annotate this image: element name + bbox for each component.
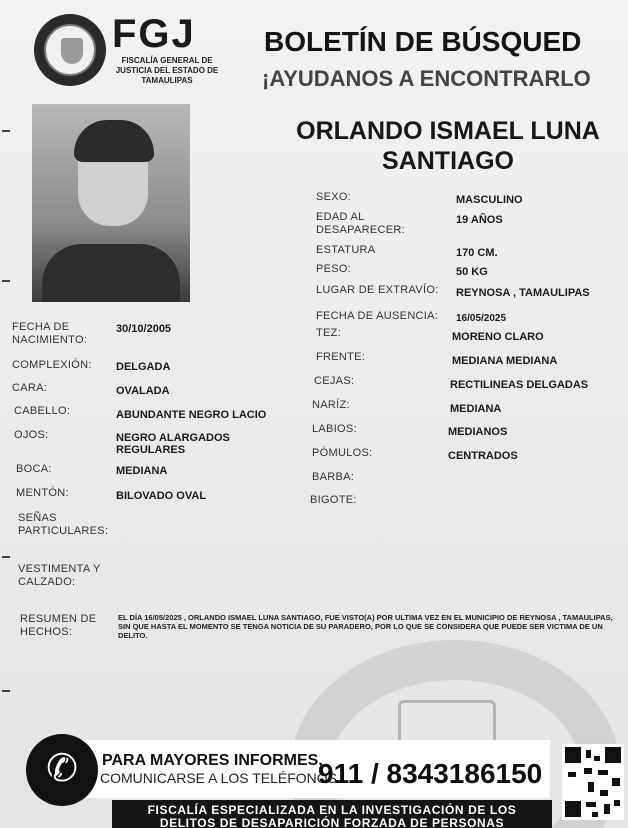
field-value-peso: 50 KG <box>456 266 488 278</box>
field-value-tez: MORENO CLARO <box>452 331 544 343</box>
punch-mark <box>2 556 10 558</box>
field-value-fecha-nacimiento: 30/10/2005 <box>116 323 172 335</box>
field-label-frente: FRENTE: <box>316 351 366 363</box>
field-value-fecha-ausencia: 16/05/2025 <box>456 313 507 324</box>
contact-info-line1: PARA MAYORES INFORMES, <box>102 752 323 769</box>
field-label-tez: TEZ: <box>316 327 342 339</box>
field-value-estatura: 170 CM. <box>456 247 498 259</box>
bulletin-subtitle: ¡AYUDANOS A ENCONTRARLO <box>262 66 591 91</box>
field-value-pomulos: CENTRADOS <box>448 450 518 462</box>
bulletin-title: BOLETÍN DE BÚSQUED <box>264 26 582 57</box>
field-label-vestimenta: VESTIMENTA Y CALZADO: <box>18 563 101 588</box>
field-label-peso: PESO: <box>316 263 352 275</box>
field-label-edad: EDAD AL DESAPARECER: <box>316 211 405 236</box>
punch-mark <box>2 690 10 692</box>
field-value-complexion: DELGADA <box>116 361 171 373</box>
field-value-sexo: MASCULINO <box>456 194 523 206</box>
field-value-ojos: NEGRO ALARGADOS REGULARES <box>116 432 230 456</box>
field-label-labios: LABIOS: <box>312 423 357 435</box>
field-label-lugar: LUGAR DE EXTRAVÍO: <box>316 284 439 296</box>
field-value-cara: OVALADA <box>116 385 170 397</box>
field-label-nariz: NARÍZ: <box>312 399 350 411</box>
field-value-cejas: RECTILINEAS DELGADAS <box>450 379 589 391</box>
agency-logo-text: FGJ <box>112 12 196 56</box>
agency-footer-text <box>112 804 552 828</box>
contact-phone-number[interactable]: 911 / 8343186150 <box>318 758 543 789</box>
qr-code-icon[interactable] <box>562 744 624 820</box>
missing-person-photo <box>32 104 190 302</box>
summary-label: RESUMEN DE HECHOS: <box>20 613 97 638</box>
field-label-senas: SEÑAS PARTICULARES: <box>18 512 109 537</box>
field-label-barba: BARBA: <box>312 471 355 483</box>
state-seal-icon <box>34 14 106 86</box>
person-name-line1: ORLANDO ISMAEL LUNA <box>296 117 600 145</box>
field-label-complexion: COMPLEXIÓN: <box>12 359 92 371</box>
field-label-menton: MENTÓN: <box>16 487 69 499</box>
summary-text: EL DÍA 16/05/2025 , ORLANDO ISMAEL LUNA SANTIAGO, FUE VISTO(A) POR ULTIMA VEZ EN EL MUNICIPIO DE REYNOSA , TAMAULIPAS, SIN QUE HASTA EL MOMENTO SE TENGA NOTICIA DE SU PARADERO, POR LO QUE SE CONSIDERA QUE PUEDE SER VICTIMA DE UN DELITO. <box>118 613 613 640</box>
agency-footer-line2: DELITOS DE DESAPARICIÓN FORZADA DE PERSONAS <box>159 816 505 828</box>
field-label-cejas: CEJAS: <box>314 375 355 387</box>
punch-mark <box>2 280 10 282</box>
field-value-edad: 19 AÑOS <box>456 214 503 226</box>
agency-logo-subtitle: FISCALÍA GENERAL DE JUSTICIA DEL ESTADO DE TAMAULIPAS <box>115 56 219 85</box>
field-value-frente: MEDIANA MEDIANA <box>452 355 558 367</box>
field-label-bigote: BIGOTE: <box>310 494 357 506</box>
phone-icon: ✆ <box>46 748 78 790</box>
agency-footer-line1: FISCALÍA ESPECIALIZADA EN LA INVESTIGACIÓN DE LOS <box>147 803 517 817</box>
field-label-fecha-nacimiento: FECHA DE NACIMIENTO: <box>12 321 88 346</box>
field-label-pomulos: PÓMULOS: <box>312 447 373 459</box>
field-label-cabello: CABELLO: <box>14 405 71 417</box>
field-value-menton: BILOVADO OVAL <box>116 490 207 502</box>
field-label-cara: CARA: <box>12 382 48 394</box>
punch-mark <box>2 130 10 132</box>
field-label-sexo: SEXO: <box>316 191 352 203</box>
contact-info-line2: COMUNICARSE A LOS TELÉFONOS <box>100 770 338 786</box>
field-label-estatura: ESTATURA <box>316 244 376 256</box>
person-name <box>268 116 628 176</box>
field-value-nariz: MEDIANA <box>450 403 502 415</box>
field-label-ojos: OJOS: <box>14 429 49 441</box>
person-name-line2: SANTIAGO <box>382 147 514 175</box>
field-value-cabello: ABUNDANTE NEGRO LACIO <box>116 409 267 421</box>
field-label-fecha-ausencia: FECHA DE AUSENCIA: <box>316 310 439 322</box>
field-value-lugar: REYNOSA , TAMAULIPAS <box>456 287 590 299</box>
field-value-labios: MEDIANOS <box>448 426 508 438</box>
field-label-boca: BOCA: <box>16 463 52 475</box>
field-value-boca: MEDIANA <box>116 465 168 477</box>
